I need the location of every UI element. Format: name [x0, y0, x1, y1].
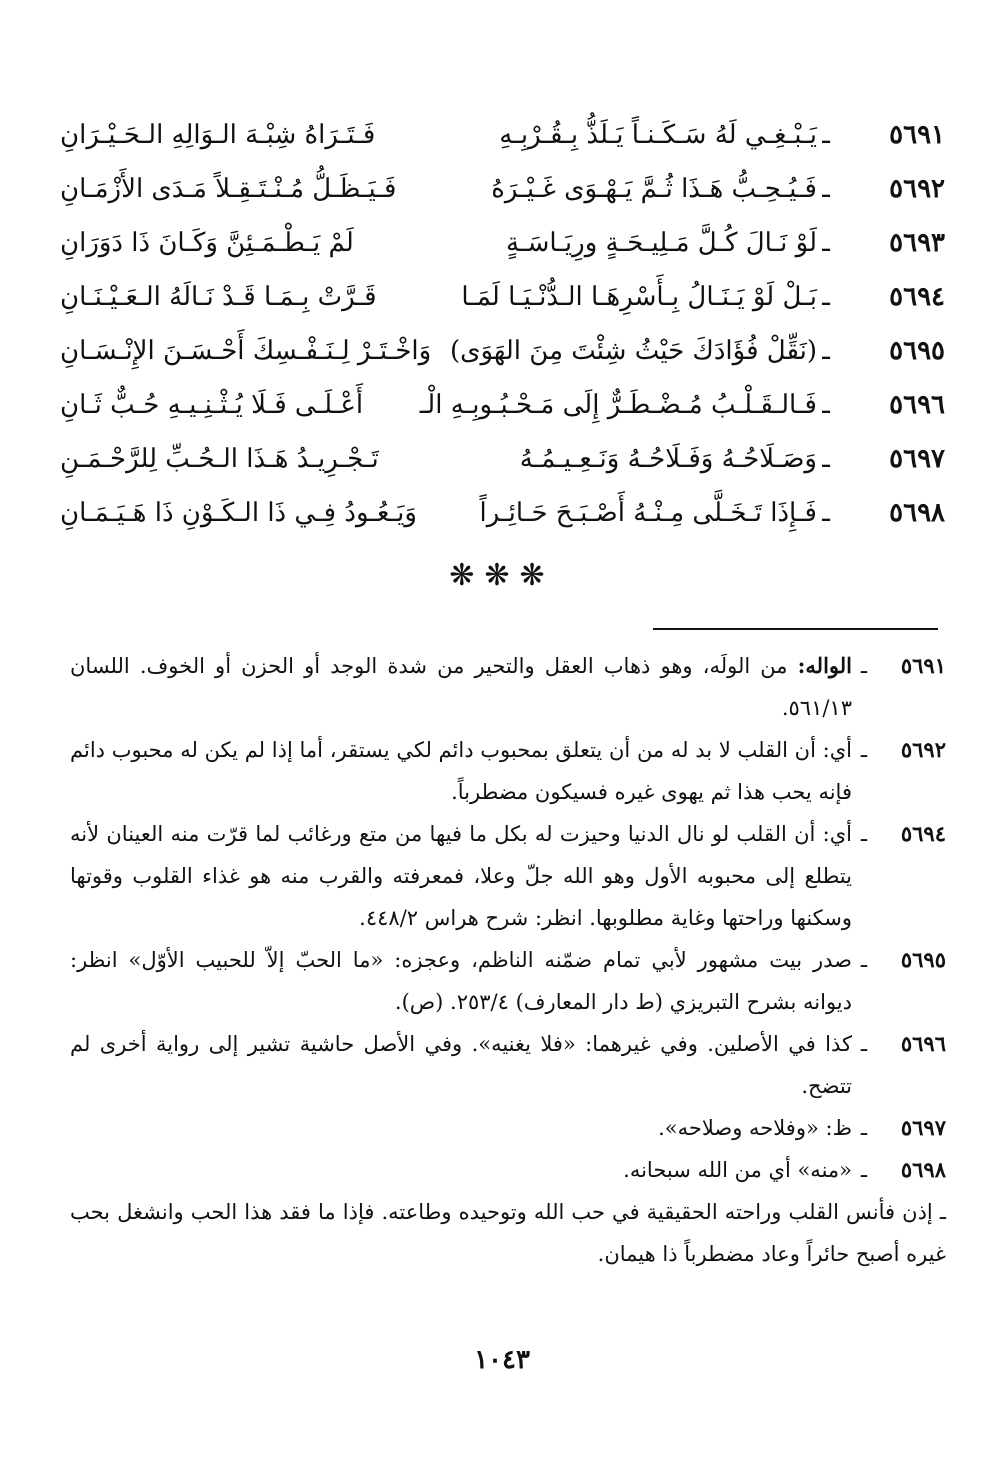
verse-first-hemistich: وَصَـلَاحُـهُ وَفَـلَاحُـهُ وَنَـعِـيـمُـهُ	[519, 444, 817, 474]
footnote-dash: ـ	[860, 654, 868, 678]
verse-number: ٥٦٩٣	[889, 228, 945, 258]
verse-line	[60, 486, 945, 540]
footnote-number: ٥٦٩٥	[900, 947, 946, 972]
verse-line	[60, 270, 945, 324]
verse-second-hemistich: وَيَـعُـودُ فِـي ذَا الـكَـوْنِ ذَا هَـيَـمَـانِ	[60, 498, 417, 528]
verse-first-hemistich: فَـيُـحِـبُّ هَـذَا ثُـمَّ يَـهْـوَى غَـيْـرَهُ	[491, 174, 817, 204]
footnote	[70, 813, 946, 939]
footnote-dash: ـ	[860, 948, 868, 972]
footnote	[70, 645, 946, 729]
verse-number: ٥٦٩١	[889, 120, 945, 150]
verse-dash: ـ	[822, 282, 830, 312]
verse-dash: ـ	[822, 498, 830, 528]
footnote-text: من الولَه، وهو ذهاب العقل والتحير من شدة الوجد أو الحزن أو الخوف. اللسان ٥٦١/١٣.	[70, 654, 852, 720]
footnote-number: ٥٦٩١	[900, 653, 946, 678]
verse-line	[60, 108, 945, 162]
verse-number: ٥٦٩٢	[889, 174, 945, 204]
footnote-number: ٥٦٩٤	[900, 821, 946, 846]
verse-second-hemistich: قَـرَّتْ بِـمَـا قَـدْ نَـالَهُ الـعَـيْـنَـانِ	[60, 282, 377, 312]
footnote-text: أي: أن القلب لا بد له من أن يتعلق بمحبوب دائم لكي يستقر، أما إذا لم يكن له محبوب دائم فإنه يحب هذا ثم يهوى غيره فسيكون مضطرباً.	[70, 738, 852, 804]
verse-second-hemistich: تَـجْـرِيـدُ هَـذَا الـحُـبِّ لِلرَّحْـمَـنِ	[60, 444, 379, 474]
footnote-text: «منه» أي من الله سبحانه.	[623, 1158, 852, 1182]
verse-second-hemistich: أَعْـلَـى فَـلَا يُـثْـنِـيـهِ حُـبٌّ ثَـانِ	[60, 390, 364, 420]
verse-first-hemistich: لَوْ نَـالَ كُـلَّ مَـلِيـحَـةٍ ورِيَـاسَـةٍ	[506, 228, 817, 258]
footnote-body	[70, 645, 852, 729]
footnote-text: أي: أن القلب لو نال الدنيا وحيزت له بكل ما فيها من متع ورغائب لما قرّت منه العينان لأنه يتطلع إلى محبوبه الأول وهو الله جلّ وعلا، فمعرفته والقرب منه هو غذاء القلوب وقوتها وسكنها وراحتها وغاية مطلوبها. انظر: شرح هراس ٤٤٨/٢.	[70, 822, 852, 930]
verse-line	[60, 216, 945, 270]
verse-first-hemistich: فَـإِذَا تَـخَـلَّى مِـنْـهُ أَصْـبَـحَ حَـائِـراً	[479, 498, 817, 528]
footnote	[70, 1107, 946, 1149]
verse-second-hemistich: وَاخْـتَـرْ لِـنَـفْـسِكَ أَحْـسَـنَ الإِنْـسَـانِ	[60, 336, 432, 366]
verse-line	[60, 432, 945, 486]
verse-number: ٥٦٩٥	[889, 336, 945, 366]
verse-second-hemistich: فَـيَـظَـلُّ مُـنْـتَـقِـلاً مَـدَى الأَزْمَـانِ	[60, 174, 397, 204]
section-separator: ❋❋❋	[449, 558, 555, 593]
footnote-text: كذا في الأصلين. وفي غيرهما: «فلا يغنيه». وفي الأصل حاشية تشير إلى رواية أخرى لم تتضح.	[70, 1032, 852, 1098]
footnote-term: الواله:	[797, 653, 852, 678]
footnote-dash: ـ	[860, 738, 868, 762]
footnote	[70, 729, 946, 813]
verse-dash: ـ	[822, 336, 830, 366]
footnote-text: صدر بيت مشهور لأبي تمام ضمّنه الناظم، وعجزه: «ما الحبّ إلاّ للحبيب الأوّل» انظر: ديوانه بشرح التبريزي (ط دار المعارف) ٢٥٣/٤. (ص).	[70, 948, 852, 1014]
footnote-text: ـ إذن فأنس القلب وراحته الحقيقية في حب الله وتوحيده وطاعته. فإذا ما فقد هذا الحب وانشغل بحب غيره أصبح حائراً وعاد مضطرباً ذا هيمان.	[70, 1200, 946, 1266]
footnote-number: ٥٦٩٧	[900, 1115, 946, 1140]
verse-first-hemistich: (نَقِّلْ فُؤَادَكَ حَيْثُ شِئْتَ مِنَ الهَوَى)	[449, 336, 817, 366]
verse-dash: ـ	[822, 228, 830, 258]
verse-line	[60, 162, 945, 216]
footnote	[70, 939, 946, 1023]
poem-block	[60, 108, 945, 540]
verse-dash: ـ	[822, 174, 830, 204]
verse-second-hemistich: لَمْ يَـطْـمَـئِنَّ وَكَـانَ ذَا دَوَرَانِ	[60, 228, 354, 258]
verse-first-hemistich: بَـلْ لَوْ يَـنَـالُ بِـأَسْرِهَـا الـدُّنْـيَـا لَمَـا	[461, 282, 817, 312]
footnote-dash: ـ	[860, 1116, 868, 1140]
verse-dash: ـ	[822, 390, 830, 420]
footnote-dash: ـ	[860, 1158, 868, 1182]
footnote-number: ٥٦٩٢	[900, 737, 946, 762]
verse-number: ٥٦٩٦	[889, 390, 945, 420]
verse-second-hemistich: فَـتَـرَاهُ شِبْـهَ الـوَالِهِ الـحَـيْـرَانِ	[60, 120, 376, 150]
verse-first-hemistich: فَـالـقَـلْـبُ مُـضْـطَـرٌّ إِلَى مَـحْـبُـوبِـهِ الْـ	[419, 390, 817, 420]
verse-line	[60, 378, 945, 432]
verse-dash: ـ	[822, 444, 830, 474]
footnote-number: ٥٦٩٦	[900, 1031, 946, 1056]
footnote-dash: ـ	[860, 1032, 868, 1056]
footnote	[70, 1023, 946, 1107]
footnote	[70, 1149, 946, 1191]
footnote-continuation	[70, 1191, 946, 1275]
verse-first-hemistich: يَـبْـغِـي لَهُ سَـكَـنـاً يَـلَذُّ بِـقُـرْبِـهِ	[499, 120, 817, 150]
footnote-dash: ـ	[860, 822, 868, 846]
page-number: ١٠٤٣	[474, 1345, 530, 1375]
footnote-number: ٥٦٩٨	[900, 1157, 946, 1182]
footnote-text: ظ: «وفلاحه وصلاحه».	[658, 1116, 852, 1140]
verse-line	[60, 324, 945, 378]
verse-number: ٥٦٩٧	[889, 444, 945, 474]
verse-number: ٥٦٩٨	[889, 498, 945, 528]
verse-dash: ـ	[822, 120, 830, 150]
verse-number: ٥٦٩٤	[889, 282, 945, 312]
footnotes	[70, 645, 946, 1275]
footnote-rule	[653, 628, 938, 630]
